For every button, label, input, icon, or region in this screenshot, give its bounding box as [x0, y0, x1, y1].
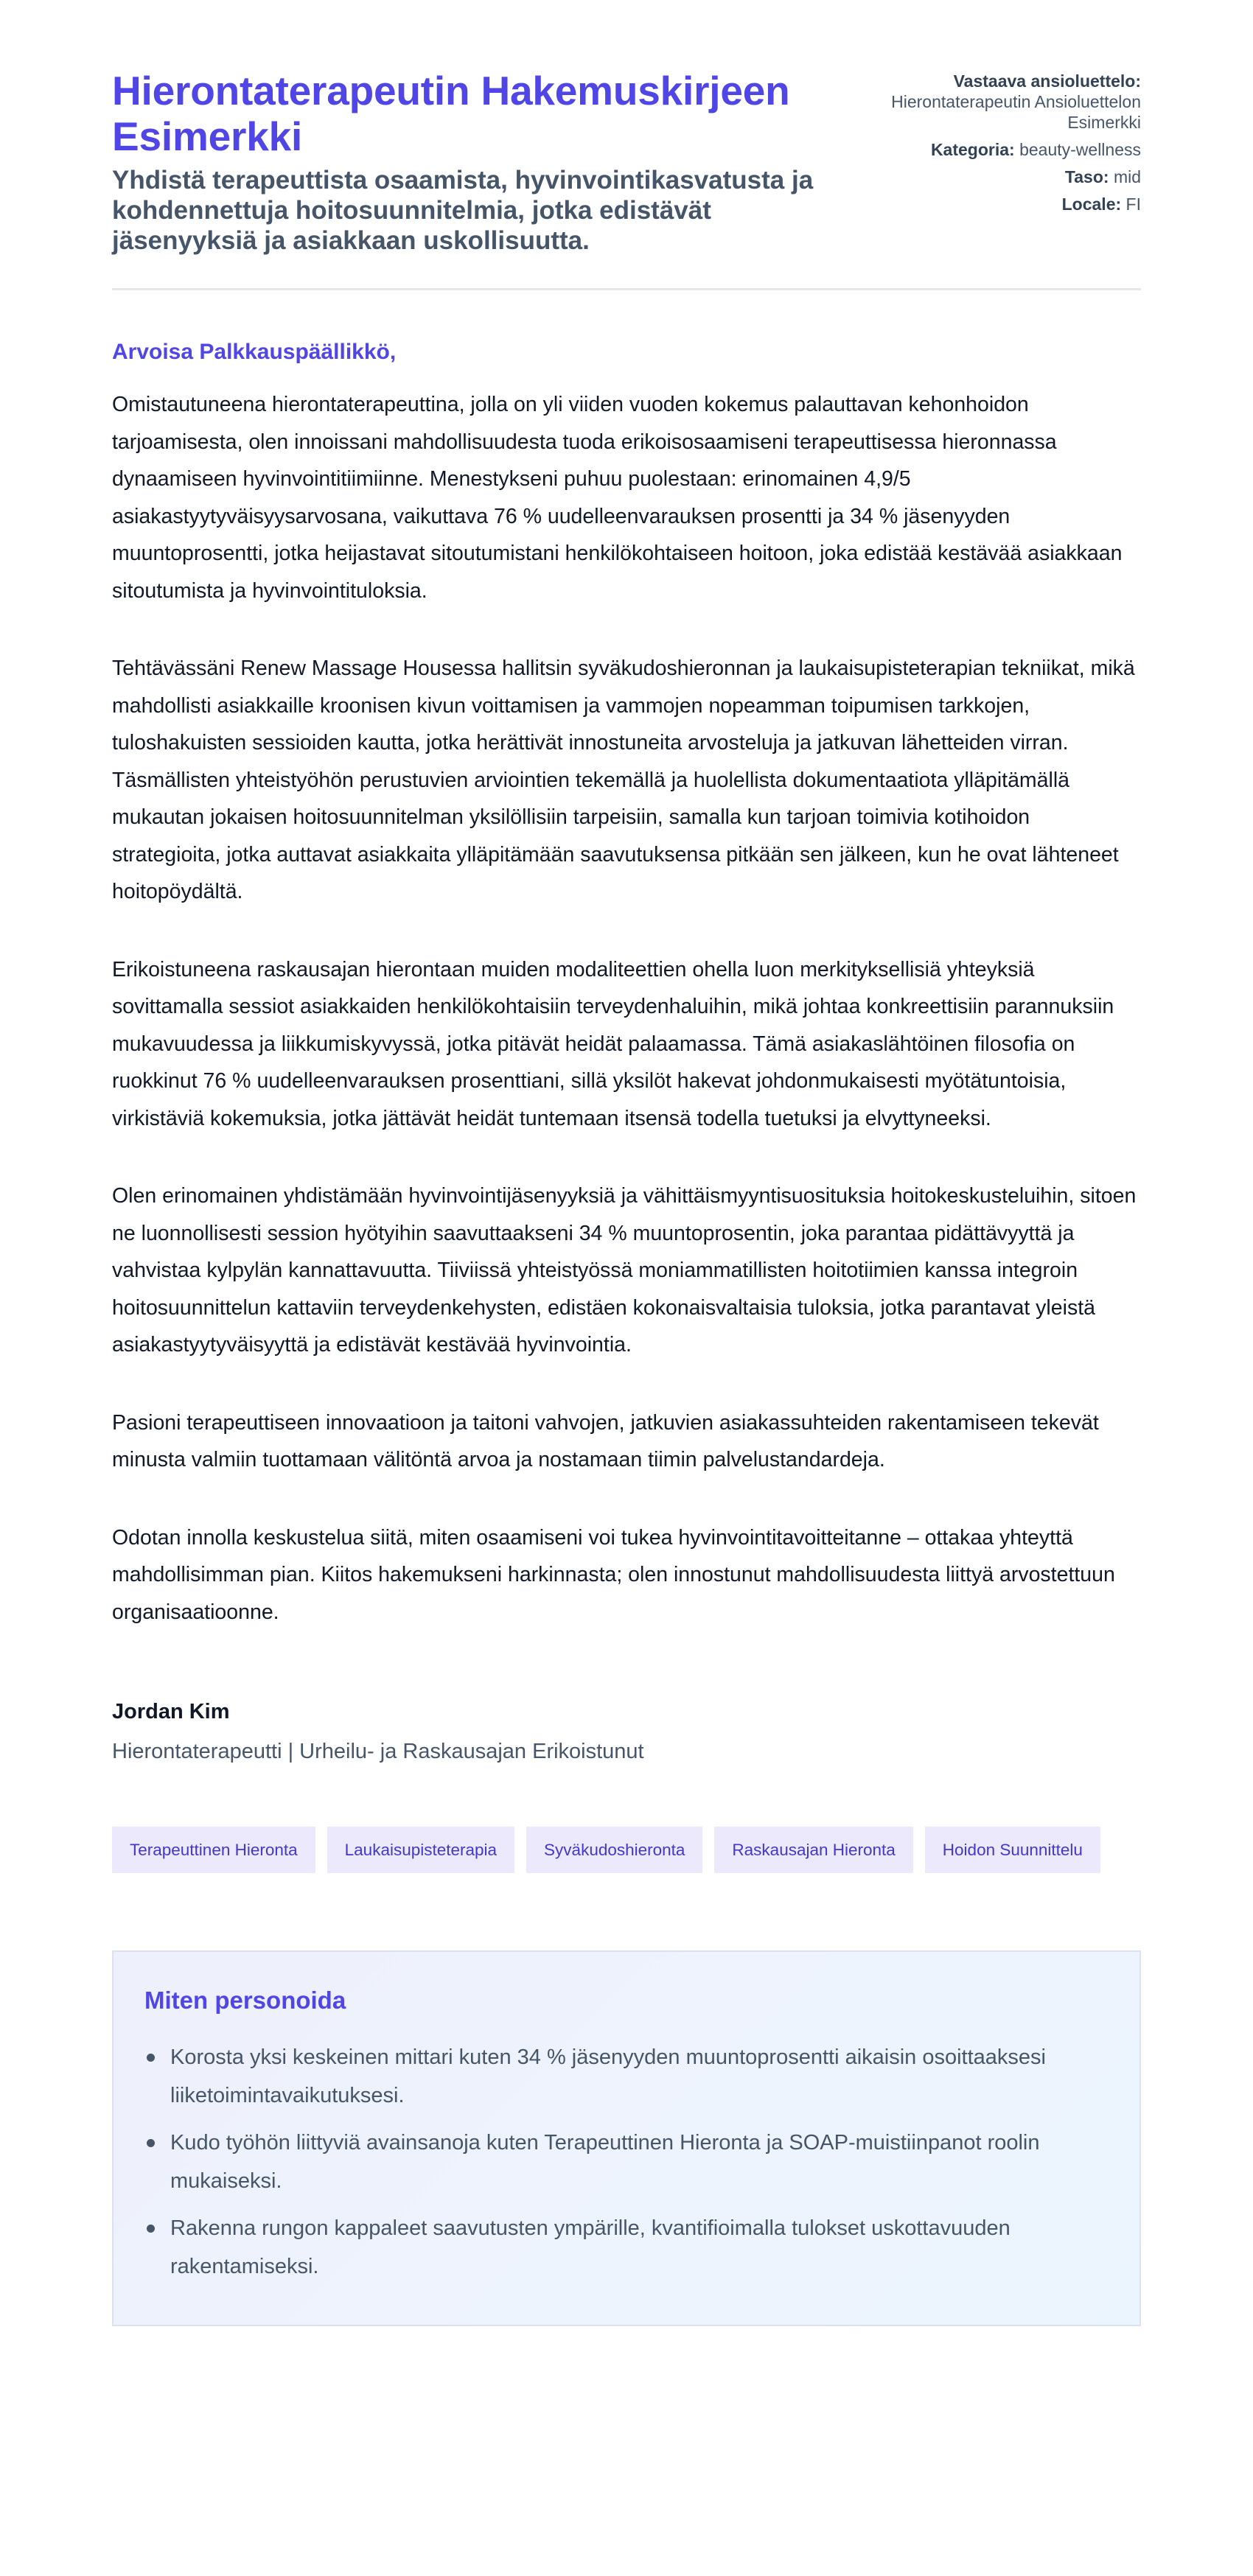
tips-list-item	[144, 2124, 1109, 2200]
letter-paragraph: Erikoistuneena raskausajan hierontaan muiden modaliteettien ohella luon merkityksellisiä yhteyksiä sovittamalla sessiot asiakkaiden henkilökohtaisiin terveydenhaluihin, mikä johtaa konkreettisiin parannuksiin mukavuudessa ja liikkumiskyvyssä, jotka pitävät heidät palaamassa. Tämä asiakaslähtöinen filosofia on ruokkinut 76 % uudelleenvarauksen prosenttiani, sillä yksilöt hakevat johdonmukaisesti myötätuntoisia, virkistäviä kokemuksia, jotka jättävät heidät tuntemaan itsensä todella tuetuksi ja elvyttyneeksi.	[112, 957, 1114, 1130]
meta-category	[876, 139, 1141, 160]
meta-locale	[876, 194, 1141, 214]
meta-level-value: mid	[1113, 167, 1141, 186]
tips-title: Miten personoida	[144, 1987, 346, 2014]
signature-name: Jordan Kim	[112, 1700, 230, 1723]
skill-tag: Laukaisupisteterapia	[327, 1827, 514, 1873]
tips-list	[144, 2039, 1109, 2286]
letter-greeting: Arvoisa Palkkauspäällikkö,	[112, 340, 397, 364]
meta-resume-label: Vastaava ansioluettelo:	[953, 71, 1141, 91]
personalization-tips-box	[112, 1950, 1141, 2326]
signature-title: Hierontaterapeutti | Urheilu- ja Raskausajan Erikoistunut	[112, 1740, 644, 1763]
bullet-icon	[147, 2139, 155, 2147]
tips-item-text: Rakenna rungon kappaleet saavutusten ympärille, kvantifioimalla tulokset uskottavuuden rakentamiseksi.	[170, 2216, 1011, 2278]
meta-level	[876, 167, 1141, 187]
signature-block	[112, 1697, 1141, 1766]
tips-item-text: Korosta yksi keskeinen mittari kuten 34 % jäsenyyden muuntoprosentti aikaisin osoittaaksesi liiketoimintavaikutuksesi.	[170, 2045, 1046, 2107]
meta-locale-label: Locale:	[1061, 195, 1122, 214]
bullet-icon	[147, 2225, 155, 2233]
skill-tag: Terapeuttinen Hieronta	[112, 1827, 315, 1873]
letter-paragraph: Olen erinomainen yhdistämään hyvinvointijäsenyyksiä ja vähittäismyyntisuosituksia hoitokeskusteluihin, sitoen ne luonnollisesti session hyötyihin saavuttaakseni 34 % muuntoprosentin, joka parantaa pidättävyyttä ja vahvistaa kylpylän kannattavuutta. Tiiviissä yhteistyössä moniammatillisten hoitotiimien kanssa integroin hoitosuunnittelun kattaviin terveydenkehysten, edistäen kokonaisvaltaisia tuloksia, jotka parantavat yleistä asiakastyytyväisyyttä ja edistävät kestävää hyvinvointia.	[112, 1184, 1137, 1357]
letter-paragraph: Tehtävässäni Renew Massage Housessa hallitsin syväkudoshieronnan ja laukaisupisteterapian tekniikat, mikä mahdollisti asiakkaille kroonisen kivun voittamisen ja vammojen nopeamman toipumisen tarkkojen, tuloshakuisten sessioiden kautta, jotka herättivät innostuneita arvosteluja ja jatkuvan lähetteiden virran. Täsmällisten yhteistyöhön perustuvien arviointien tekemällä ja huolellista dokumentaatiota ylläpitämällä mukautan jokaisen hoitosuunnitelman yksilöllisiin tarpeisiin, samalla kun tarjoan toimivia kotihoidon strategioita, jotka auttavat asiakkaita ylläpitämään saavutuksensa pitkään sen jälkeen, kun he ovat lähteneet hoitopöydältä.	[112, 657, 1135, 903]
meta-level-label: Taso:	[1064, 167, 1109, 186]
page-subtitle: Yhdistä terapeuttista osaamista, hyvinvointikasvatusta ja kohdennettuja hoitosuunnitelmia, jotka edistävät jäsenyyksiä ja asiakkaan uskollisuutta.	[112, 166, 814, 255]
bullet-icon	[147, 2054, 155, 2062]
skill-tag: Raskausajan Hieronta	[714, 1827, 912, 1873]
meta-locale-value: FI	[1125, 195, 1141, 214]
tips-list-item	[144, 2210, 1109, 2286]
skill-tag: Syväkudoshieronta	[526, 1827, 702, 1873]
letter-body	[112, 386, 1141, 1631]
page-header	[112, 68, 1141, 290]
page-title: Hierontaterapeutin Hakemuskirjeen Esimerkki	[112, 68, 790, 159]
meta-category-value: beauty-wellness	[1019, 140, 1141, 159]
skill-tag: Hoidon Suunnittelu	[925, 1827, 1100, 1873]
letter-paragraph: Odotan innolla keskustelua siitä, miten osaamiseni voi tukea hyvinvointitavoitteitanne – ottakaa yhteyttä mahdollisimman pian. Kiitos hakemukseni harkinnasta; olen innostunut mahdollisuudesta liittyä arvostettuun organisaatioonne.	[112, 1525, 1115, 1624]
skill-tags	[112, 1827, 1141, 1873]
metadata-panel	[876, 68, 1141, 221]
letter-paragraph: Omistautuneena hierontaterapeuttina, jolla on yli viiden vuoden kokemus palauttavan kehonhoidon tarjoamisesta, olen innoissani mahdollisuudesta tuoda erikoisosaamiseni terapeuttisessa hieronnassa dynaamiseen hyvinvointitiimiinne. Menestykseni puhuu puolestaan: erinomainen 4,9/5 asiakastyytyväisyysarvosana, vaikuttava 76 % uudelleenvarauksen prosentti ja 34 % jäsenyyden muuntoprosentti, jotka heijastavat sitoutumistani henkilökohtaiseen hoitoon, joka edistää kestävää asiakkaan sitoutumista ja hyvinvointituloksia.	[112, 393, 1123, 603]
cover-letter-page	[112, 0, 1141, 2397]
tips-item-text: Kudo työhön liittyviä avainsanoja kuten Terapeuttinen Hieronta ja SOAP-muistiinpanot roolin mukaiseksi.	[170, 2131, 1040, 2193]
tips-list-item	[144, 2039, 1109, 2115]
header-titles	[112, 68, 856, 256]
letter-paragraph: Pasioni terapeuttiseen innovaatioon ja taitoni vahvojen, jatkuvien asiakassuhteiden rakentamiseen tekevät minusta valmiin tuottamaan välitöntä arvoa ja nostamaan tiimin palvelustandardeja.	[112, 1410, 1099, 1471]
meta-resume	[876, 71, 1141, 133]
meta-category-label: Kategoria:	[930, 140, 1015, 159]
meta-resume-value: Hierontaterapeutin Ansioluettelon Esimerkki	[891, 92, 1141, 132]
